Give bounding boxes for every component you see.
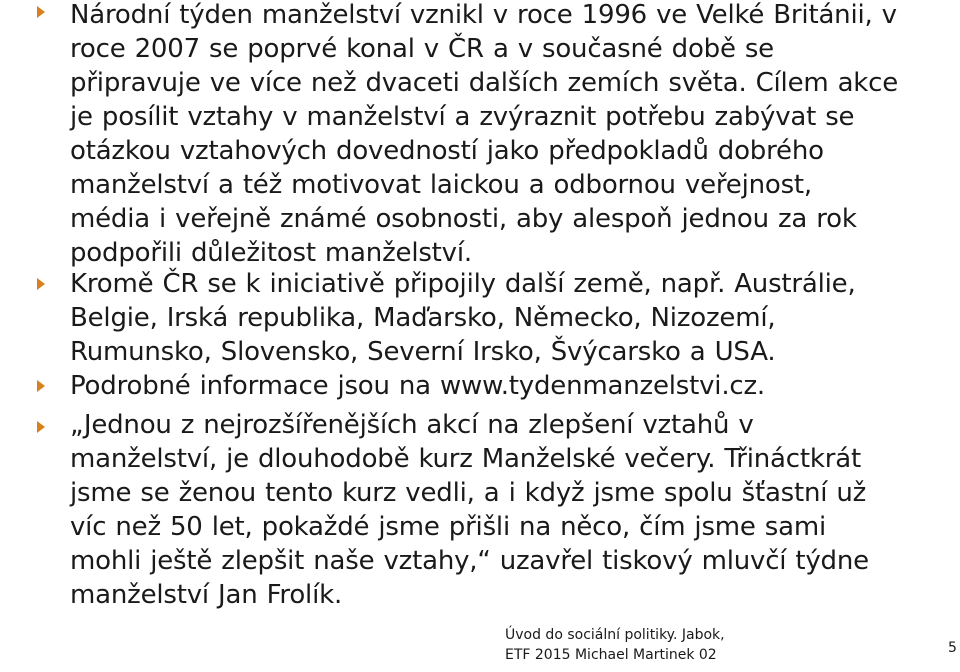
bullet-item-quote: „Jednou z nejrozšířenějších akcí na zlepšení vztahů v manželství, je dlouhodobě kurz Manželské večery. Třináctkrát jsme se ženou tento kurz vedli, a i když jsme spolu šťastní už víc než 50 let, pokaždé jsme přišli na něco, čím jsme sami mohli ještě zlepšit naše vztahy,“ uzavřel tiskový mluvčí týdne manželství Jan Frolík.	[70, 410, 869, 610]
bullet-arrow-icon	[37, 421, 45, 433]
bullet-item-history: Národní týden manželství vznikl v roce 1996 ve Velké Británii, v roce 2007 se poprvé konal v ČR a v současné době se připravuje ve více než dvaceti dalších zemích světa. Cílem akce je posílit vztahy v manželství a zvýraznit potřebu zabývat se otázkou vztahových dovedností jako předpokladů dobrého manželství a též motivovat laickou a odbornou veřejnost, média i veřejně známé osobnosti, aby alespoň jednou za rok podpořili důležitost manželství.	[70, 0, 899, 268]
page-number: 5	[948, 640, 957, 656]
bullet-arrow-icon	[37, 6, 45, 18]
bullet-item-info-link: Podrobné informace jsou na www.tydenmanzelstvi.cz.	[70, 371, 765, 401]
slide-footer: Úvod do sociální politiky. Jabok, ETF 2015 Michael Martinek 02	[505, 627, 725, 663]
bullet-item-countries: Kromě ČR se k iniciativě připojily další země, např. Austrálie, Belgie, Irská republika, Maďarsko, Německo, Nizozemí, Rumunsko, Slovensko, Severní Irsko, Švýcarsko a USA.	[70, 269, 856, 367]
bullet-arrow-icon	[37, 278, 45, 290]
bullet-arrow-icon	[37, 380, 45, 392]
